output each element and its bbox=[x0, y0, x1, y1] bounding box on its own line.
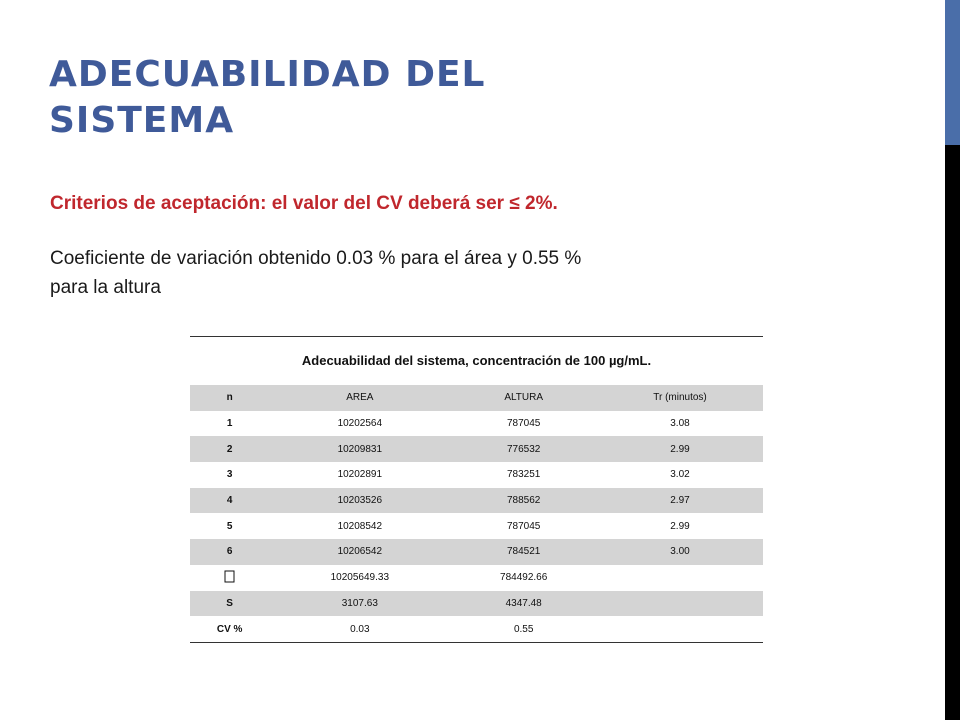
cell-altura: 784521 bbox=[506, 546, 541, 558]
cell-n: S bbox=[226, 597, 233, 609]
table-row bbox=[190, 591, 763, 617]
table-row bbox=[190, 616, 763, 642]
header-n: n bbox=[226, 392, 233, 404]
cell-area: 10202891 bbox=[337, 469, 383, 481]
acceptance-criteria: Criterios de aceptación: el valor del CV deberá ser ≤ 2%. bbox=[50, 193, 558, 214]
data-table bbox=[190, 385, 763, 642]
cell-altura: 776532 bbox=[506, 443, 541, 455]
cell-area: 0.03 bbox=[350, 623, 370, 635]
cell-tr: 3.08 bbox=[670, 418, 690, 430]
table-row bbox=[190, 513, 763, 539]
cell-tr: 2.99 bbox=[670, 443, 690, 455]
table-row bbox=[190, 411, 763, 437]
table-caption: Adecuabilidad del sistema, concentración de 100 µg/mL. bbox=[301, 353, 652, 368]
table-row bbox=[190, 488, 763, 514]
accent-bar-bottom bbox=[945, 145, 960, 720]
cell-n: 4 bbox=[226, 495, 233, 507]
coefficient-text: Coeficiente de variación obtenido 0.03 % para el área y 0.55 % para la altura bbox=[50, 248, 582, 298]
system-suitability-table bbox=[190, 336, 763, 643]
cell-altura: 784492.66 bbox=[500, 572, 548, 584]
cell-tr: 3.00 bbox=[670, 546, 690, 558]
cell-tr: 3.02 bbox=[670, 469, 690, 481]
cell-n: 1 bbox=[226, 418, 233, 430]
cell-altura: 783251 bbox=[506, 469, 541, 481]
missing-glyph-icon bbox=[224, 570, 235, 583]
table-row bbox=[190, 436, 763, 462]
cell-area: 10206542 bbox=[337, 546, 383, 558]
cell-altura: 788562 bbox=[506, 495, 541, 507]
cell-altura: 0.55 bbox=[513, 623, 534, 635]
cell-altura: 787045 bbox=[506, 418, 541, 430]
table-row bbox=[190, 539, 763, 565]
cell-area: 10209831 bbox=[337, 443, 383, 455]
cell-area: 10205649.33 bbox=[330, 572, 390, 584]
cell-n: CV % bbox=[216, 623, 243, 635]
cell-area: 10203526 bbox=[337, 495, 383, 507]
cell-altura: 4347.48 bbox=[505, 597, 542, 609]
slide-title: ADECUABILIDAD DEL SISTEMA bbox=[49, 54, 486, 141]
cell-n: 5 bbox=[226, 520, 233, 532]
cell-area: 10208542 bbox=[337, 520, 383, 532]
cell-area: 10202564 bbox=[337, 418, 383, 430]
cell-n: 3 bbox=[226, 469, 233, 481]
cell-n: 2 bbox=[226, 443, 233, 455]
header-tr: Tr (minutos) bbox=[653, 392, 707, 404]
table-row bbox=[190, 462, 763, 488]
table-row-mean bbox=[190, 565, 763, 591]
header-altura: ALTURA bbox=[504, 392, 544, 404]
cell-altura: 787045 bbox=[506, 520, 541, 532]
header-area: AREA bbox=[346, 392, 374, 404]
mean-symbol bbox=[190, 565, 269, 591]
cell-area: 3107.63 bbox=[341, 597, 378, 609]
cell-tr bbox=[597, 591, 763, 617]
table-header-row bbox=[190, 385, 763, 411]
cell-tr: 2.97 bbox=[670, 495, 690, 507]
accent-bar-top bbox=[945, 0, 960, 145]
cell-tr bbox=[597, 565, 763, 591]
cell-n: 6 bbox=[226, 546, 233, 558]
cell-tr: 2.99 bbox=[670, 520, 690, 532]
cell-tr bbox=[597, 616, 763, 642]
